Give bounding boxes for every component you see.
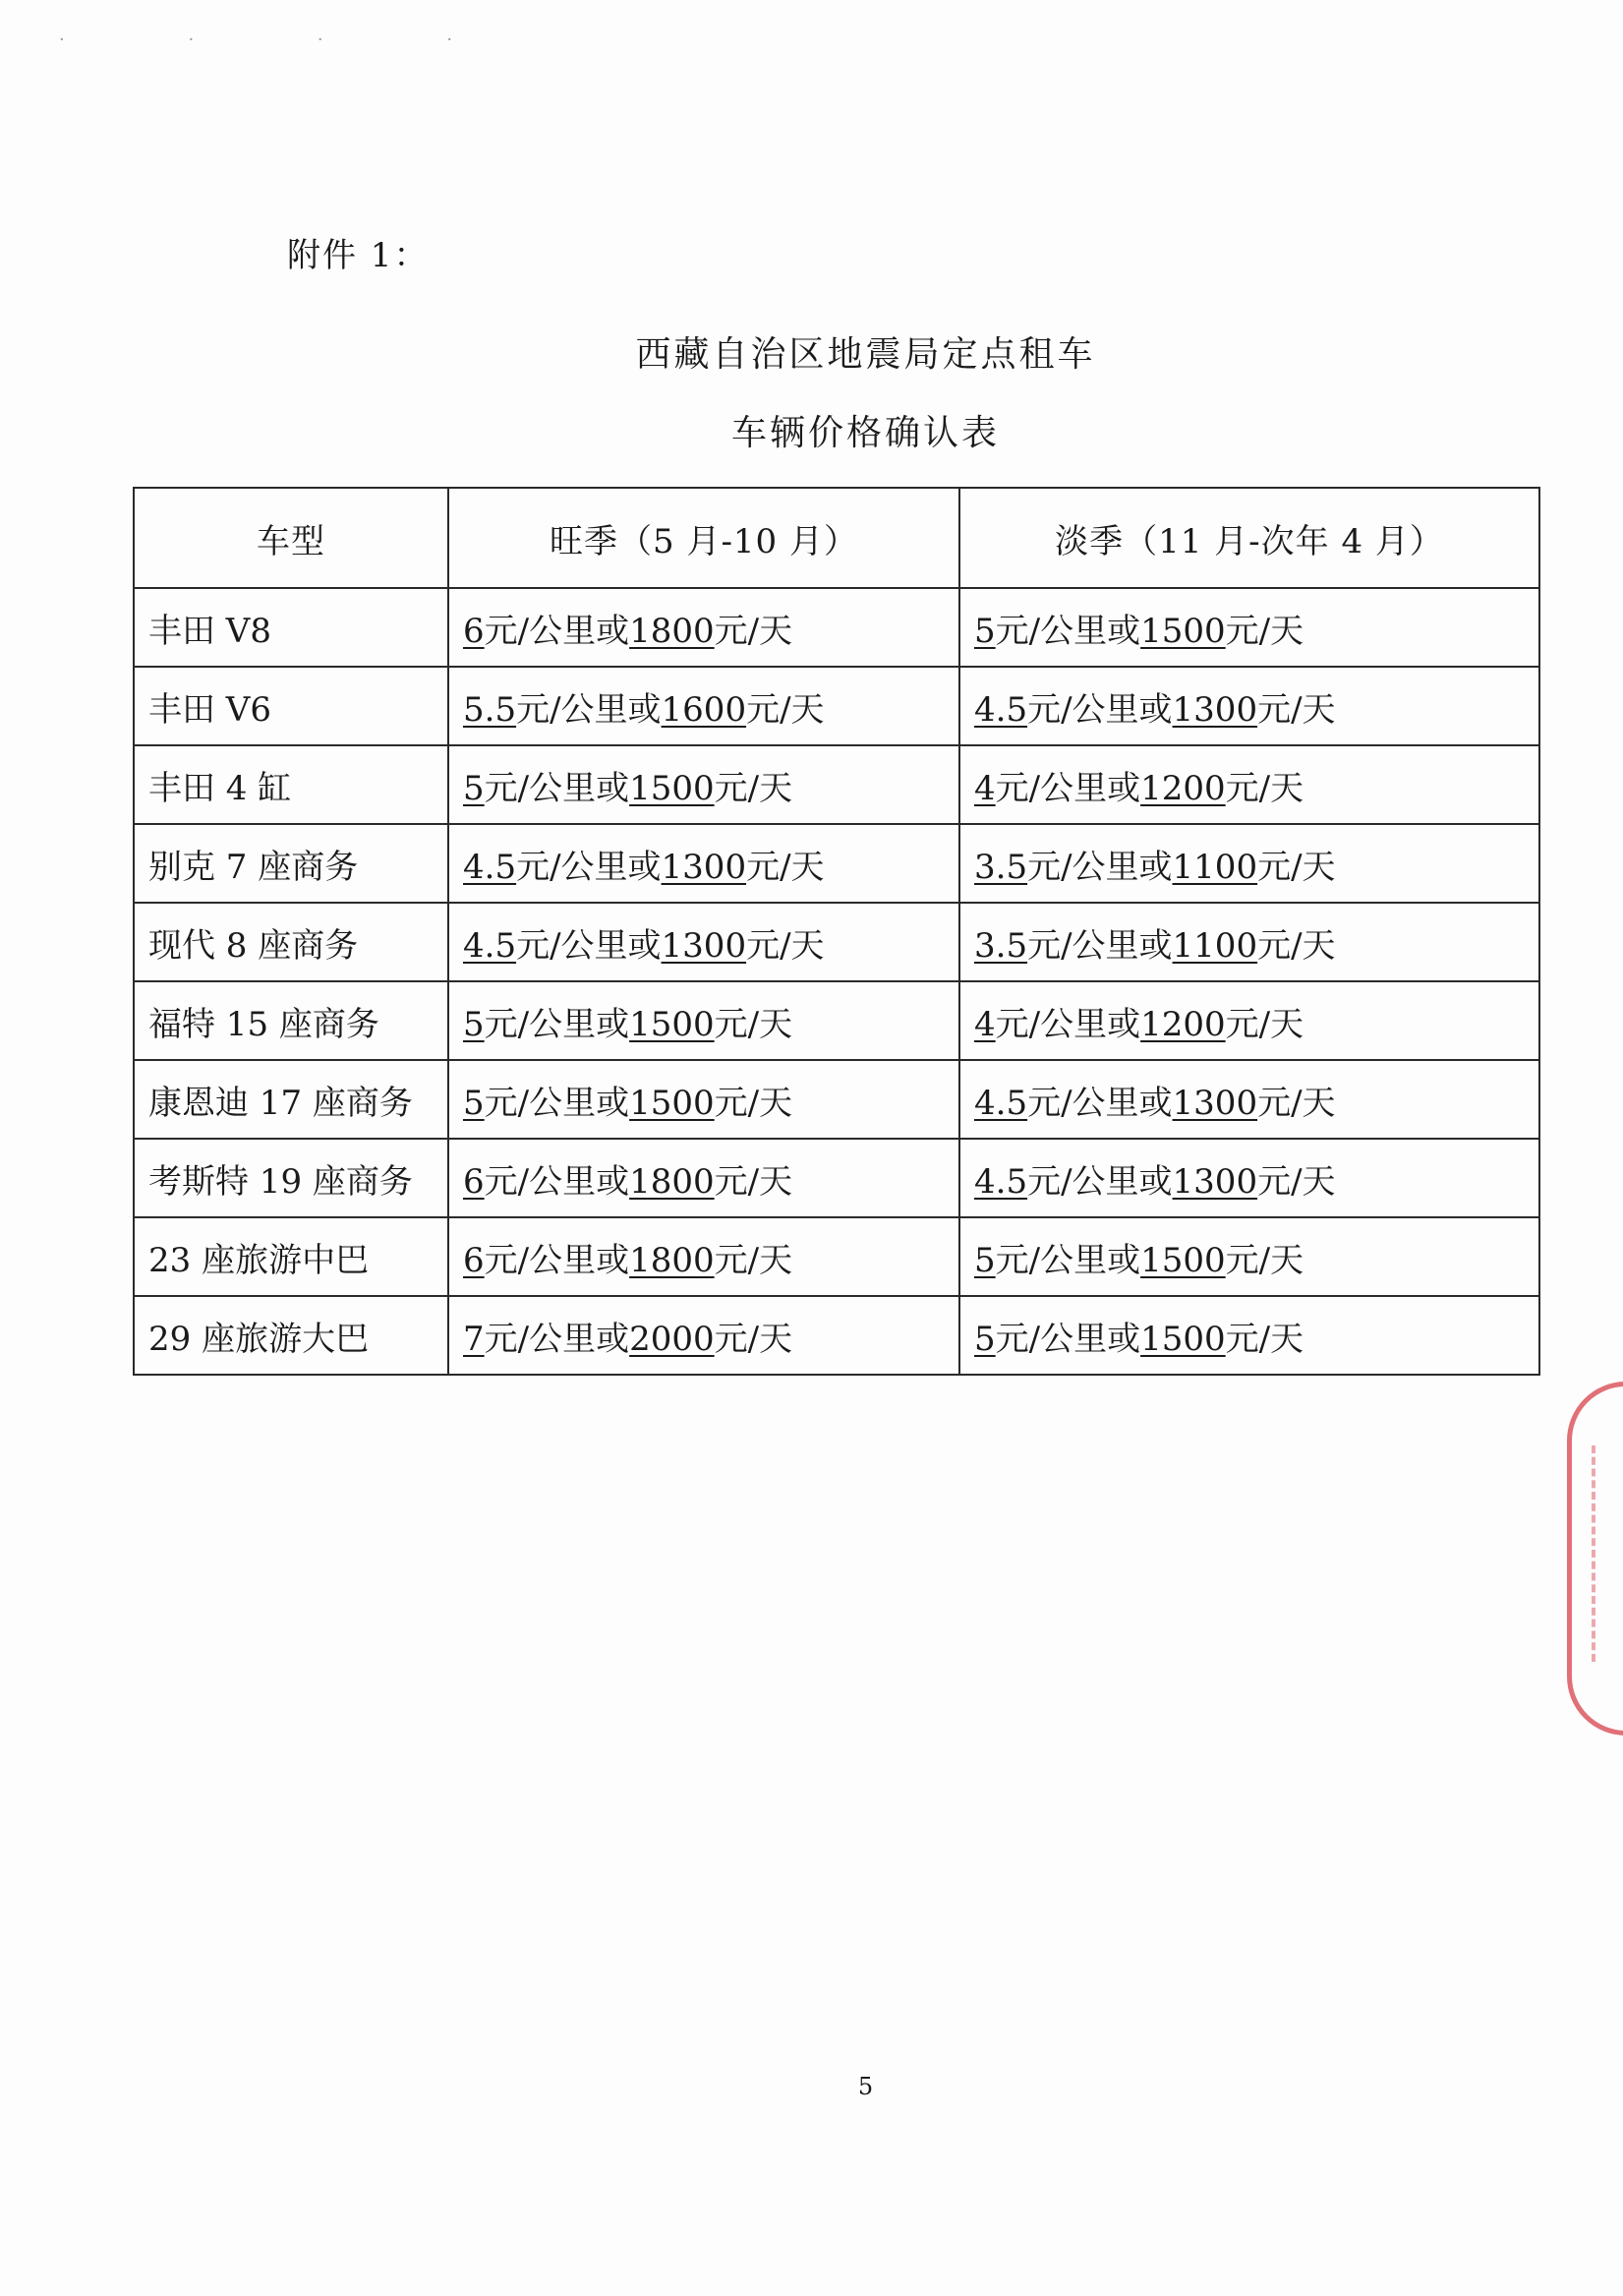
peak-km-rate: 6 <box>463 1161 485 1202</box>
unit-per-day: 元/天 <box>714 1319 793 1359</box>
unit-per-km: 元/公里或 <box>484 768 630 808</box>
cell-peak-price <box>448 824 959 903</box>
off-day-rate: 1500 <box>1140 1240 1226 1280</box>
cell-model: 23 座旅游中巴 <box>134 1217 448 1296</box>
peak-km-rate: 5 <box>463 768 485 808</box>
off-km-rate: 4.5 <box>974 689 1028 730</box>
off-km-rate: 4 <box>974 768 996 808</box>
unit-per-day: 元/天 <box>714 768 793 808</box>
table-body <box>134 588 1539 1375</box>
seal-detail <box>1592 1445 1623 1662</box>
peak-day-rate: 1800 <box>629 1161 715 1202</box>
cell-model: 别克 7 座商务 <box>134 824 448 903</box>
cell-model: 丰田 V6 <box>134 667 448 745</box>
unit-per-km: 元/公里或 <box>1027 1083 1173 1123</box>
unit-per-km: 元/公里或 <box>1027 925 1173 966</box>
cell-off-price <box>959 667 1539 745</box>
cell-model: 现代 8 座商务 <box>134 903 448 981</box>
peak-day-rate: 1500 <box>629 1004 715 1044</box>
off-day-rate: 1300 <box>1172 689 1258 730</box>
unit-per-km: 元/公里或 <box>995 768 1141 808</box>
off-km-rate: 4 <box>974 1004 996 1044</box>
peak-day-rate: 1800 <box>629 611 715 651</box>
unit-per-km: 元/公里或 <box>995 1240 1141 1280</box>
unit-per-km: 元/公里或 <box>484 1240 630 1280</box>
peak-km-rate: 5 <box>463 1083 485 1123</box>
cell-model: 福特 15 座商务 <box>134 981 448 1060</box>
unit-per-km: 元/公里或 <box>995 1319 1141 1359</box>
cell-peak-price <box>448 1060 959 1139</box>
red-seal-stamp <box>1567 1382 1623 1736</box>
peak-km-rate: 5 <box>463 1004 485 1044</box>
cell-off-price <box>959 1217 1539 1296</box>
cell-off-price <box>959 745 1539 824</box>
peak-km-rate: 7 <box>463 1319 485 1359</box>
table-row <box>134 981 1539 1060</box>
unit-per-day: 元/天 <box>1225 1240 1304 1280</box>
cell-off-price <box>959 1296 1539 1375</box>
unit-per-km: 元/公里或 <box>484 1319 630 1359</box>
peak-day-rate: 1800 <box>629 1240 715 1280</box>
unit-per-km: 元/公里或 <box>484 611 630 651</box>
unit-per-day: 元/天 <box>1225 768 1304 808</box>
off-day-rate: 1200 <box>1140 768 1226 808</box>
unit-per-day: 元/天 <box>714 1004 793 1044</box>
peak-day-rate: 1500 <box>629 1083 715 1123</box>
unit-per-km: 元/公里或 <box>1027 1161 1173 1202</box>
table-row <box>134 1217 1539 1296</box>
cell-peak-price <box>448 903 959 981</box>
off-km-rate: 5 <box>974 1319 996 1359</box>
table-row <box>134 903 1539 981</box>
document-title-line1: 西藏自治区地震局定点租车 <box>635 334 1096 375</box>
unit-per-day: 元/天 <box>714 1161 793 1202</box>
unit-per-day: 元/天 <box>1257 847 1336 887</box>
peak-km-rate: 4.5 <box>463 847 517 887</box>
unit-per-day: 元/天 <box>1225 1319 1304 1359</box>
unit-per-day: 元/天 <box>1225 1004 1304 1044</box>
off-day-rate: 1100 <box>1172 847 1258 887</box>
peak-day-rate: 1500 <box>629 768 715 808</box>
off-day-rate: 1500 <box>1140 611 1226 651</box>
cell-peak-price <box>448 1296 959 1375</box>
off-km-rate: 5 <box>974 1240 996 1280</box>
unit-per-km: 元/公里或 <box>484 1004 630 1044</box>
table-row <box>134 1296 1539 1375</box>
unit-per-km: 元/公里或 <box>995 1004 1141 1044</box>
unit-per-day: 元/天 <box>1257 1083 1336 1123</box>
unit-per-day: 元/天 <box>714 611 793 651</box>
header-off-season: 淡季（11 月-次年 4 月） <box>959 488 1539 588</box>
off-day-rate: 1300 <box>1172 1161 1258 1202</box>
unit-per-day: 元/天 <box>746 925 825 966</box>
cell-peak-price <box>448 981 959 1060</box>
peak-day-rate: 1300 <box>661 847 747 887</box>
cell-off-price <box>959 981 1539 1060</box>
off-day-rate: 1100 <box>1172 925 1258 966</box>
cell-model: 考斯特 19 座商务 <box>134 1139 448 1217</box>
off-km-rate: 3.5 <box>974 925 1028 966</box>
cell-peak-price <box>448 1139 959 1217</box>
unit-per-day: 元/天 <box>1257 925 1336 966</box>
unit-per-km: 元/公里或 <box>516 689 662 730</box>
off-km-rate: 4.5 <box>974 1161 1028 1202</box>
cell-model: 康恩迪 17 座商务 <box>134 1060 448 1139</box>
unit-per-km: 元/公里或 <box>1027 847 1173 887</box>
unit-per-km: 元/公里或 <box>995 611 1141 651</box>
off-km-rate: 5 <box>974 611 996 651</box>
table-row <box>134 667 1539 745</box>
cell-off-price <box>959 824 1539 903</box>
off-km-rate: 3.5 <box>974 847 1028 887</box>
off-km-rate: 4.5 <box>974 1083 1028 1123</box>
off-day-rate: 1300 <box>1172 1083 1258 1123</box>
cell-off-price <box>959 903 1539 981</box>
unit-per-km: 元/公里或 <box>484 1161 630 1202</box>
cell-peak-price <box>448 588 959 667</box>
cell-off-price <box>959 1139 1539 1217</box>
cell-peak-price <box>448 745 959 824</box>
off-day-rate: 1200 <box>1140 1004 1226 1044</box>
unit-per-day: 元/天 <box>714 1083 793 1123</box>
unit-per-day: 元/天 <box>714 1240 793 1280</box>
document-title-line2: 车辆价格确认表 <box>730 413 1000 453</box>
header-peak-season: 旺季（5 月-10 月） <box>448 488 959 588</box>
scan-artifacts: · · · · <box>59 29 512 50</box>
table-row <box>134 1139 1539 1217</box>
table-row <box>134 588 1539 667</box>
unit-per-day: 元/天 <box>746 847 825 887</box>
unit-per-day: 元/天 <box>1257 689 1336 730</box>
peak-day-rate: 2000 <box>629 1319 715 1359</box>
cell-model: 29 座旅游大巴 <box>134 1296 448 1375</box>
peak-day-rate: 1600 <box>661 689 747 730</box>
unit-per-day: 元/天 <box>1225 611 1304 651</box>
unit-per-km: 元/公里或 <box>516 847 662 887</box>
attachment-label: 附件 1： <box>287 236 430 275</box>
peak-km-rate: 4.5 <box>463 925 517 966</box>
cell-model: 丰田 V8 <box>134 588 448 667</box>
cell-off-price <box>959 588 1539 667</box>
unit-per-day: 元/天 <box>1257 1161 1336 1202</box>
unit-per-day: 元/天 <box>746 689 825 730</box>
header-model: 车型 <box>134 488 448 588</box>
cell-peak-price <box>448 667 959 745</box>
unit-per-km: 元/公里或 <box>1027 689 1173 730</box>
peak-km-rate: 5.5 <box>463 689 517 730</box>
cell-model: 丰田 4 缸 <box>134 745 448 824</box>
peak-day-rate: 1300 <box>661 925 747 966</box>
page-number: 5 <box>857 2073 874 2100</box>
cell-peak-price <box>448 1217 959 1296</box>
table-row <box>134 745 1539 824</box>
unit-per-km: 元/公里或 <box>516 925 662 966</box>
table-header-row <box>134 488 1539 588</box>
table-row <box>134 1060 1539 1139</box>
off-day-rate: 1500 <box>1140 1319 1226 1359</box>
price-confirmation-table <box>133 487 1540 1376</box>
peak-km-rate: 6 <box>463 1240 485 1280</box>
peak-km-rate: 6 <box>463 611 485 651</box>
cell-off-price <box>959 1060 1539 1139</box>
unit-per-km: 元/公里或 <box>484 1083 630 1123</box>
table-row <box>134 824 1539 903</box>
